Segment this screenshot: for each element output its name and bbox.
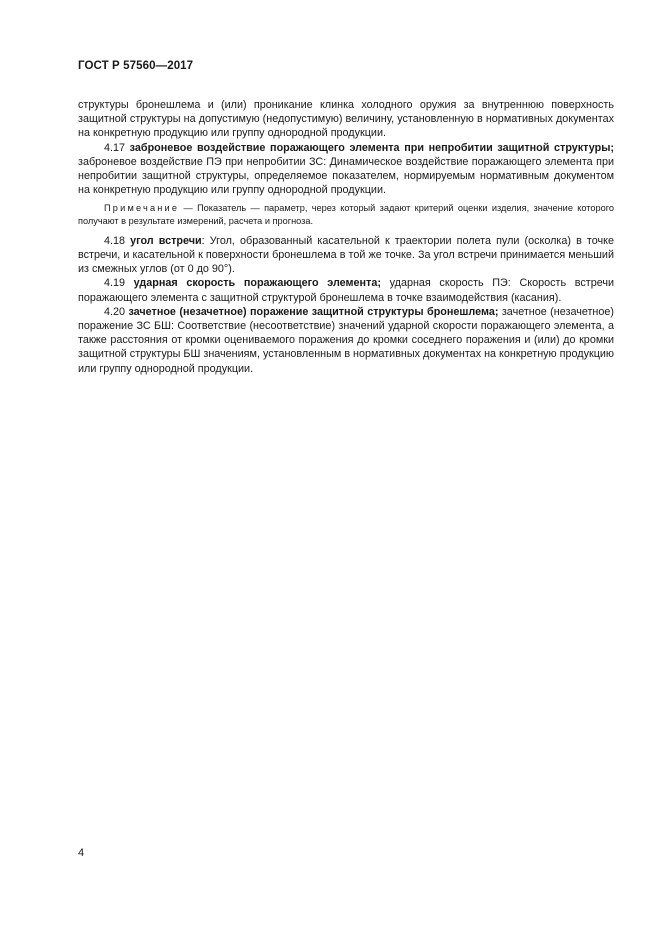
definition-4-19: ударная скорость ПЭ: Скорость встречи поражающего элемента с защитной структурой бронешлема в точке взаимодействия (касания). [78,277,614,304]
document-body [78,98,614,376]
term-4-18: угол встречи [130,234,202,247]
term-4-17: заброневое воздействие поражающего элемента при непробитии защитной структуры; [129,141,615,154]
clause-number: 4.17 [104,141,130,154]
note-text: — Показатель — параметр, через который задают критерий оценки изделия, значение которого получают в результате измерений, расчета и прогноза. [78,203,614,226]
paragraph-4-17 [78,141,614,198]
definition-4-18: : Угол, образованный касательной к траектории полета пули (осколка) в точке встречи, и касательной к поверхности бронешлема в той же точке. За угол встречи принимается меньший из смежных углов (от 0 до 90°). [78,234,614,276]
standard-header: ГОСТ Р 57560—2017 [78,60,194,72]
note-paragraph [78,202,614,226]
paragraph-4-19 [78,276,614,304]
definition-4-17: заброневое воздействие ПЭ при непробитии ЗС: Динамическое воздействие поражающего элемента при непробитии защитной структуры, определяемое показателем, нормируемым нормативным документом на конкретную продукцию или группу однородной продукции. [78,155,614,197]
page-number: 4 [78,847,85,859]
clause-number: 4.20 [104,305,129,318]
term-4-20: зачетное (незачетное) поражение защитной структуры бронешлема; [128,305,499,318]
clause-number: 4.18 [104,234,131,247]
paragraph-continuation: структуры бронешлема и (или) проникание клинка холодного оружия за внутреннюю поверхность защитной структуры на допустимую (недопустимую) величину, установленную в нормативных документах на конкретную продукцию или группу однородной продукции. [78,99,614,140]
term-4-19: ударная скорость поражающего элемента; [133,277,381,290]
paragraph-4-18 [78,234,614,277]
definition-4-20: зачетное (незачетное) поражение ЗС БШ: Соответствие (несоответствие) значений ударной скорости поражающего элемента, а также расстояния от кромки оцениваемого поражения до кромки соседнего поражения и (или) до кромки защитной структуры БШ значениям, установленным в нормативных документах на конкретную продукцию или группу однородной продукции. [78,305,615,375]
clause-number: 4.19 [104,277,134,290]
paragraph-4-20 [78,305,614,376]
note-label: Примечание [104,203,180,214]
